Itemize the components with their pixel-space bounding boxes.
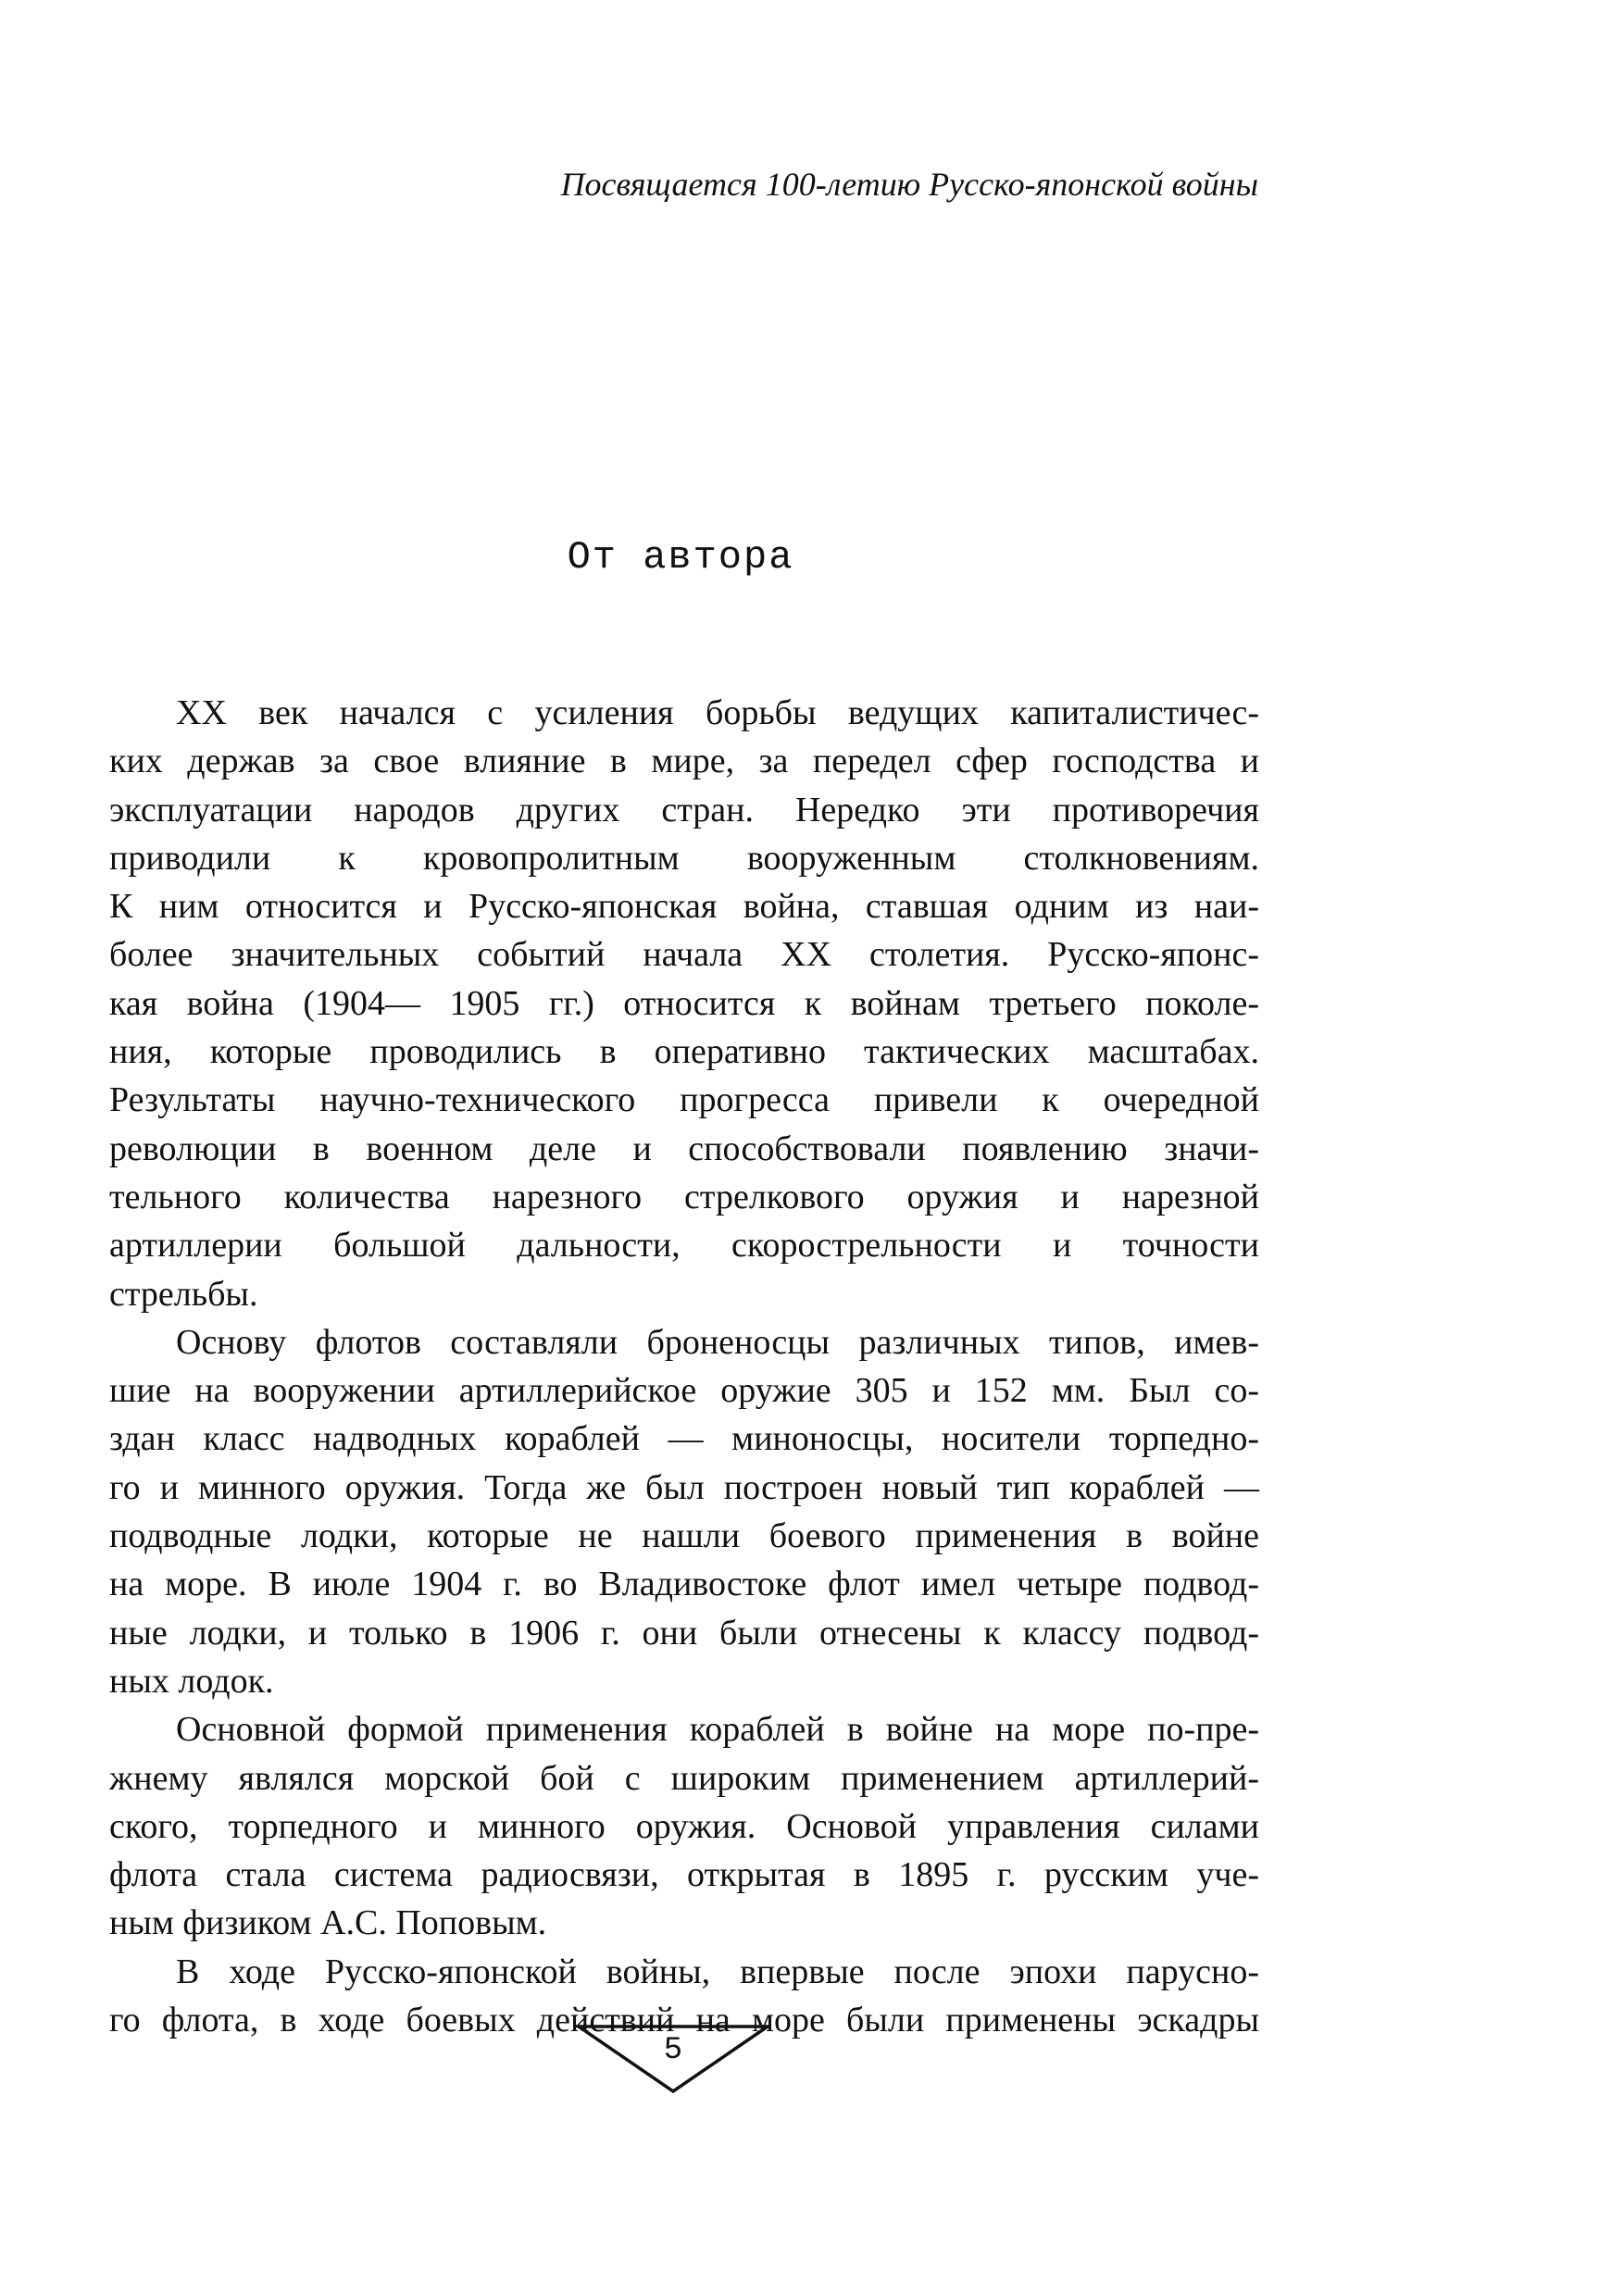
- text-line: на море. В июле 1904 г. во Владивостоке флот имел четыре подвод-: [109, 1565, 1259, 1604]
- text-line: более значительных событий начала XX столетия. Русско-японс-: [109, 935, 1259, 975]
- text-line: Основной формой применения кораблей в войне на море по-пре-: [176, 1710, 1259, 1750]
- text-line: стрельбы.: [109, 1274, 258, 1314]
- text-line: Основу флотов составляли броненосцы различных типов, имев-: [176, 1322, 1259, 1362]
- text-line: XX век начался с усиления борьбы ведущих капиталистичес-: [176, 693, 1259, 732]
- text-line: тельного количества нарезного стрелкового оружия и нарезной: [109, 1177, 1259, 1216]
- text-line: здан класс надводных кораблей — миноносцы, носители торпедно-: [109, 1419, 1259, 1459]
- paragraph-1: [109, 689, 1259, 1318]
- text-line: кая война (1904— 1905 гг.) относится к войнам третьего поколе-: [109, 983, 1259, 1023]
- dedication-line: Посвящается 100-летию Русско-японской войны: [560, 166, 1258, 203]
- text-line: ского, торпедного и минного оружия. Основой управления силами: [109, 1806, 1259, 1846]
- text-line: го флота, в ходе боевых действий на море были применены эскадры: [109, 2001, 1259, 2040]
- text-line: ния, которые проводились в оперативно тактических масштабах.: [109, 1032, 1259, 1072]
- text-line: подводные лодки, которые не нашли боевого применения в войне: [109, 1516, 1259, 1556]
- text-line: В ходе Русско-японской войны, впервые после эпохи парусно-: [176, 1952, 1259, 1991]
- text-line: эксплуатации народов других стран. Нередко эти противоречия: [109, 790, 1259, 829]
- text-line: жнему являлся морской бой с широким применением артиллерий-: [109, 1758, 1259, 1798]
- text-line: приводили к кровопролитным вооруженным столкновениям.: [109, 838, 1259, 878]
- text-line: ные лодки, и только в 1906 г. они были отнесены к классу подвод-: [109, 1613, 1259, 1653]
- text-line: флота стала система радиосвязи, открытая в 1895 г. русским уче-: [109, 1855, 1259, 1895]
- page-number: 5: [663, 2033, 683, 2068]
- text-line: го и минного оружия. Тогда же был построен новый тип кораблей —: [109, 1467, 1259, 1507]
- paragraph-3: [109, 1705, 1259, 1947]
- text-line: шие на вооружении артиллерийское оружие 305 и 152 мм. Был со-: [109, 1371, 1259, 1411]
- text-line: Результаты научно-технического прогресса привели к очередной: [109, 1080, 1259, 1120]
- text-line: артиллерии большой дальности, скорострельности и точности: [109, 1226, 1259, 1266]
- text-line: ких держав за свое влияние в мире, за передел сфер господства и: [109, 742, 1259, 781]
- text-line: К ним относится и Русско-японская война, ставшая одним из наи-: [109, 887, 1259, 927]
- text-line: ным физиком А.С. Поповым.: [109, 1903, 547, 1943]
- body-text: [109, 689, 1259, 2044]
- section-title: От автора: [567, 535, 794, 580]
- paragraph-2: [109, 1318, 1259, 1705]
- text-line: ных лодок.: [109, 1661, 274, 1701]
- text-line: революции в военном деле и способствовали появлению значи-: [109, 1129, 1259, 1168]
